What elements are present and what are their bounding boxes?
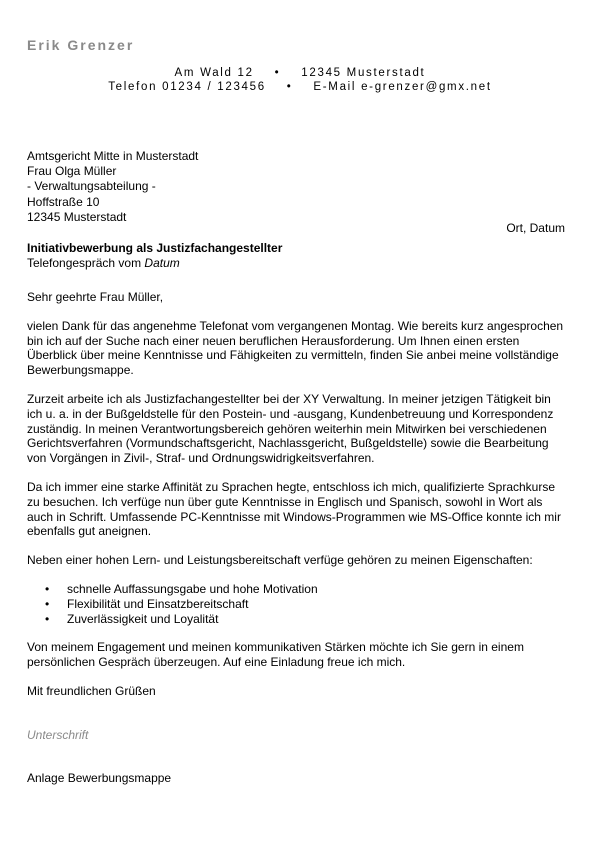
separator-dot: • [286,81,293,93]
separator-dot: • [274,67,281,79]
recipient-line: - Verwaltungsabteilung - [27,179,156,194]
recipient-address [27,149,198,225]
sender-city: 12345 Musterstadt [301,67,426,79]
sender-phone: Telefon 01234 / 123456 [108,81,266,93]
recipient-line: Amtsgericht Mitte in Musterstadt [27,149,199,163]
body-paragraph: Neben einer hohen Lern- und Leistungsbereitschaft verfüge gehören zu meinen Eigenschaften: [27,553,533,568]
place-date: Ort, Datum [506,221,565,235]
attachment-note: Anlage Bewerbungsmappe [27,771,172,785]
closing-phrase: Mit freundlichen Grüßen [27,684,156,698]
reference-prefix: Telefongespräch vom [27,256,145,271]
body-paragraph: vielen Dank für das angenehme Telefonat vom vergangenen Montag. Wie bereits kurz angesprochen bin ich auf der Suche nach einer neuen beruflichen Herausforderung. Um Ihnen einen ersten Überblick über meine Kenntnisse und Fähigkeiten zu vermitteln, finden Sie anbei meine vollständige Bewerbungsmappe. [27,318,564,378]
subject-reference [27,256,282,271]
recipient-line: Frau Olga Müller [27,164,117,179]
list-item: • schnelle Auffassungsgabe und hohe Motivation [67,582,567,597]
subject-block [27,241,282,271]
recipient-line: Hoffstraße 10 [27,194,100,209]
signature-placeholder: Unterschrift [27,728,89,742]
list-item: • Flexibilität und Einsatzbereitschaft [67,597,567,612]
sender-contact-line [0,81,600,93]
closing-paragraph: Von meinem Engagement und meinen kommunikativen Stärken möchte ich Sie gern in einem persönlichen Gespräch überzeugen. Auf eine Einladung freue ich mich. [27,640,524,670]
subject-title: Initiativbewerbung als Justizfachangestellter [27,241,283,255]
list-item: • Zuverlässigkeit und Loyalität [67,612,567,627]
body-paragraph: Da ich immer eine starke Affinität zu Sprachen hegte, entschloss ich mich, qualifizierte Sprachkurse zu besuchen. Ich verfüge nun über gute Kenntnisse in Englisch und Spanisch, sowohl in Wort als auch in Schrift. Umfassende PC-Kenntnisse mit Windows-Programmen wie MS-Office konnte ich mir ebenfalls gut aneignen. [27,479,561,539]
sender-address-line [0,67,600,79]
sender-street: Am Wald 12 [174,67,254,79]
qualities-list [27,582,567,626]
recipient-line: 12345 Musterstadt [27,209,127,224]
letter-body [27,290,567,684]
salutation: Sehr geehrte Frau Müller, [27,290,164,304]
reference-date: Datum [144,256,180,271]
body-paragraph: Zurzeit arbeite ich als Justizfachangestellter bei der XY Verwaltung. In meiner jetzigen Tätigkeit bin ich u. a. in der Bußgeldstelle für den Postein- und -ausgang, Kundenbetreuung und Korrespondenz zuständig. In meinen Verantwortungsbereich gehören weiterhin mein Mitwirken bei verschiedenen Gerichtsverfahren (Vormundschaftsgericht, Nachlassgericht, Bußgeldstelle) sowie die Bearbeitung von Vorgängen in Zivil-, Straf- und Ordnungswidrigkeitsverfahren. [27,391,554,466]
sender-name: Erik Grenzer [27,37,135,53]
sender-email: E-Mail e-grenzer@gmx.net [313,81,492,93]
